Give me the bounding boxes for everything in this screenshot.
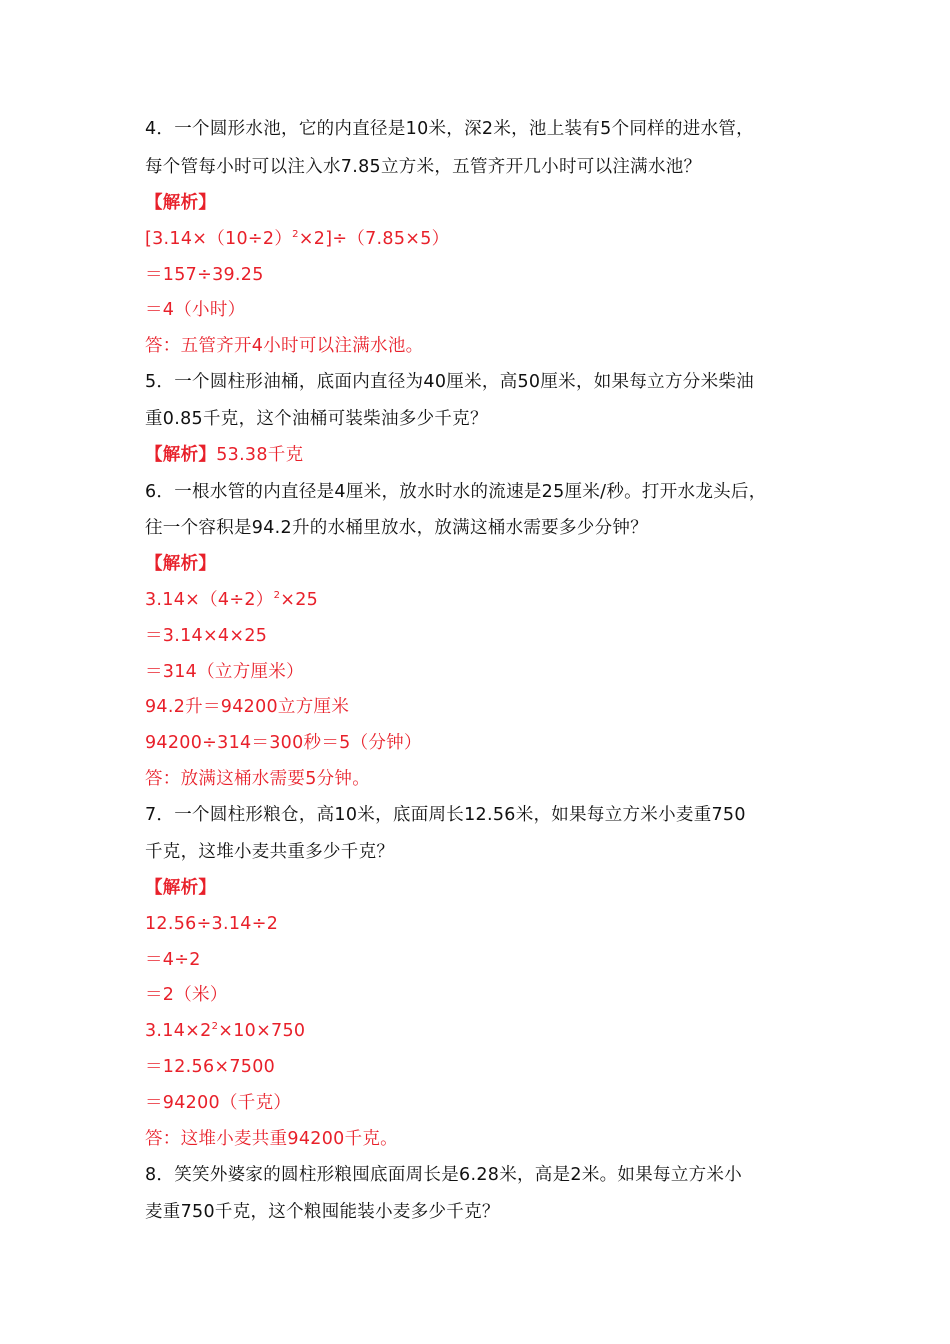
- q7-step-4-exponent: 2: [211, 1021, 219, 1032]
- q7-answer: 答：这堆小麦共重94200千克。: [145, 1129, 398, 1149]
- q7-step-5: ＝12.56×7500: [145, 1057, 276, 1077]
- q7-step-1: 12.56÷3.14÷2: [145, 914, 279, 934]
- q6-answer: 答：放满这桶水需要5分钟。: [145, 769, 371, 789]
- q4-question-line-2: 每个管每小时可以注入水7.85立方米，五管齐开几小时可以注满水池？: [145, 157, 702, 177]
- q7-step-4: [145, 1019, 305, 1043]
- q4-question-line-1: 4．一个圆形水池，它的内直径是10米，深2米，池上装有5个同样的进水管，: [145, 119, 754, 139]
- q6-step-2: ＝3.14×4×25: [145, 626, 268, 646]
- q6-step-5: 94200÷314＝300秒＝5（分钟）: [145, 733, 422, 753]
- q4-step-2: ＝157÷39.25: [145, 265, 264, 285]
- q6-question-line-1: 6．一根水管的内直径是4厘米，放水时水的流速是25厘米/秒。打开水龙头后，: [145, 482, 767, 502]
- q7-step-6: ＝94200（千克）: [145, 1093, 292, 1113]
- q4-step-1-a: [3.14×（10÷2）: [145, 229, 293, 249]
- q7-question-line-2: 千克，这堆小麦共重多少千克？: [145, 842, 395, 862]
- q7-step-4-b: ×10×750: [218, 1021, 306, 1041]
- q7-question-line-1: 7．一个圆柱形粮仓，高10米，底面周长12.56米，如果每立方米小麦重750: [145, 805, 746, 825]
- q6-step-1: [145, 588, 318, 612]
- q6-step-1-b: ×25: [280, 590, 319, 610]
- q6-step-1-exponent: 2: [273, 590, 281, 601]
- q6-step-1-a: 3.14×（4÷2）: [145, 590, 274, 610]
- q5-answer: 53.38千克: [216, 445, 304, 465]
- q5-analysis: [145, 443, 303, 467]
- q8-question-line-2: 麦重750千克，这个粮囤能装小麦多少千克？: [145, 1202, 500, 1222]
- q5-analysis-heading: 【解析】: [145, 445, 217, 465]
- q8-question-line-1: 8．笑笑外婆家的圆柱形粮囤底面周长是6.28米，高是2米。如果每立方米小: [145, 1165, 743, 1185]
- q6-step-4: 94.2升＝94200立方厘米: [145, 697, 350, 717]
- q5-question-line-1: 5．一个圆柱形油桶，底面内直径为40厘米，高50厘米，如果每立方分米柴油: [145, 372, 754, 392]
- q6-analysis-heading: 【解析】: [145, 554, 217, 574]
- q6-question-line-2: 往一个容积是94.2升的水桶里放水，放满这桶水需要多少分钟？: [145, 518, 648, 538]
- q4-step-1-b: ×2]÷（7.85×5）: [298, 229, 450, 249]
- q6-step-3: ＝314（立方厘米）: [145, 662, 304, 682]
- q4-step-3: ＝4（小时）: [145, 300, 246, 320]
- q4-answer: 答：五管齐开4小时可以注满水池。: [145, 336, 424, 356]
- q7-analysis-heading: 【解析】: [145, 878, 217, 898]
- q4-analysis-heading: 【解析】: [145, 193, 217, 213]
- q5-question-line-2: 重0.85千克，这个油桶可装柴油多少千克？: [145, 409, 488, 429]
- q7-step-2: ＝4÷2: [145, 950, 201, 970]
- q4-step-1: [145, 227, 449, 251]
- q7-step-3: ＝2（米）: [145, 985, 228, 1005]
- q4-step-1-exponent: 2: [292, 229, 299, 240]
- q7-step-4-a: 3.14×2: [145, 1021, 212, 1041]
